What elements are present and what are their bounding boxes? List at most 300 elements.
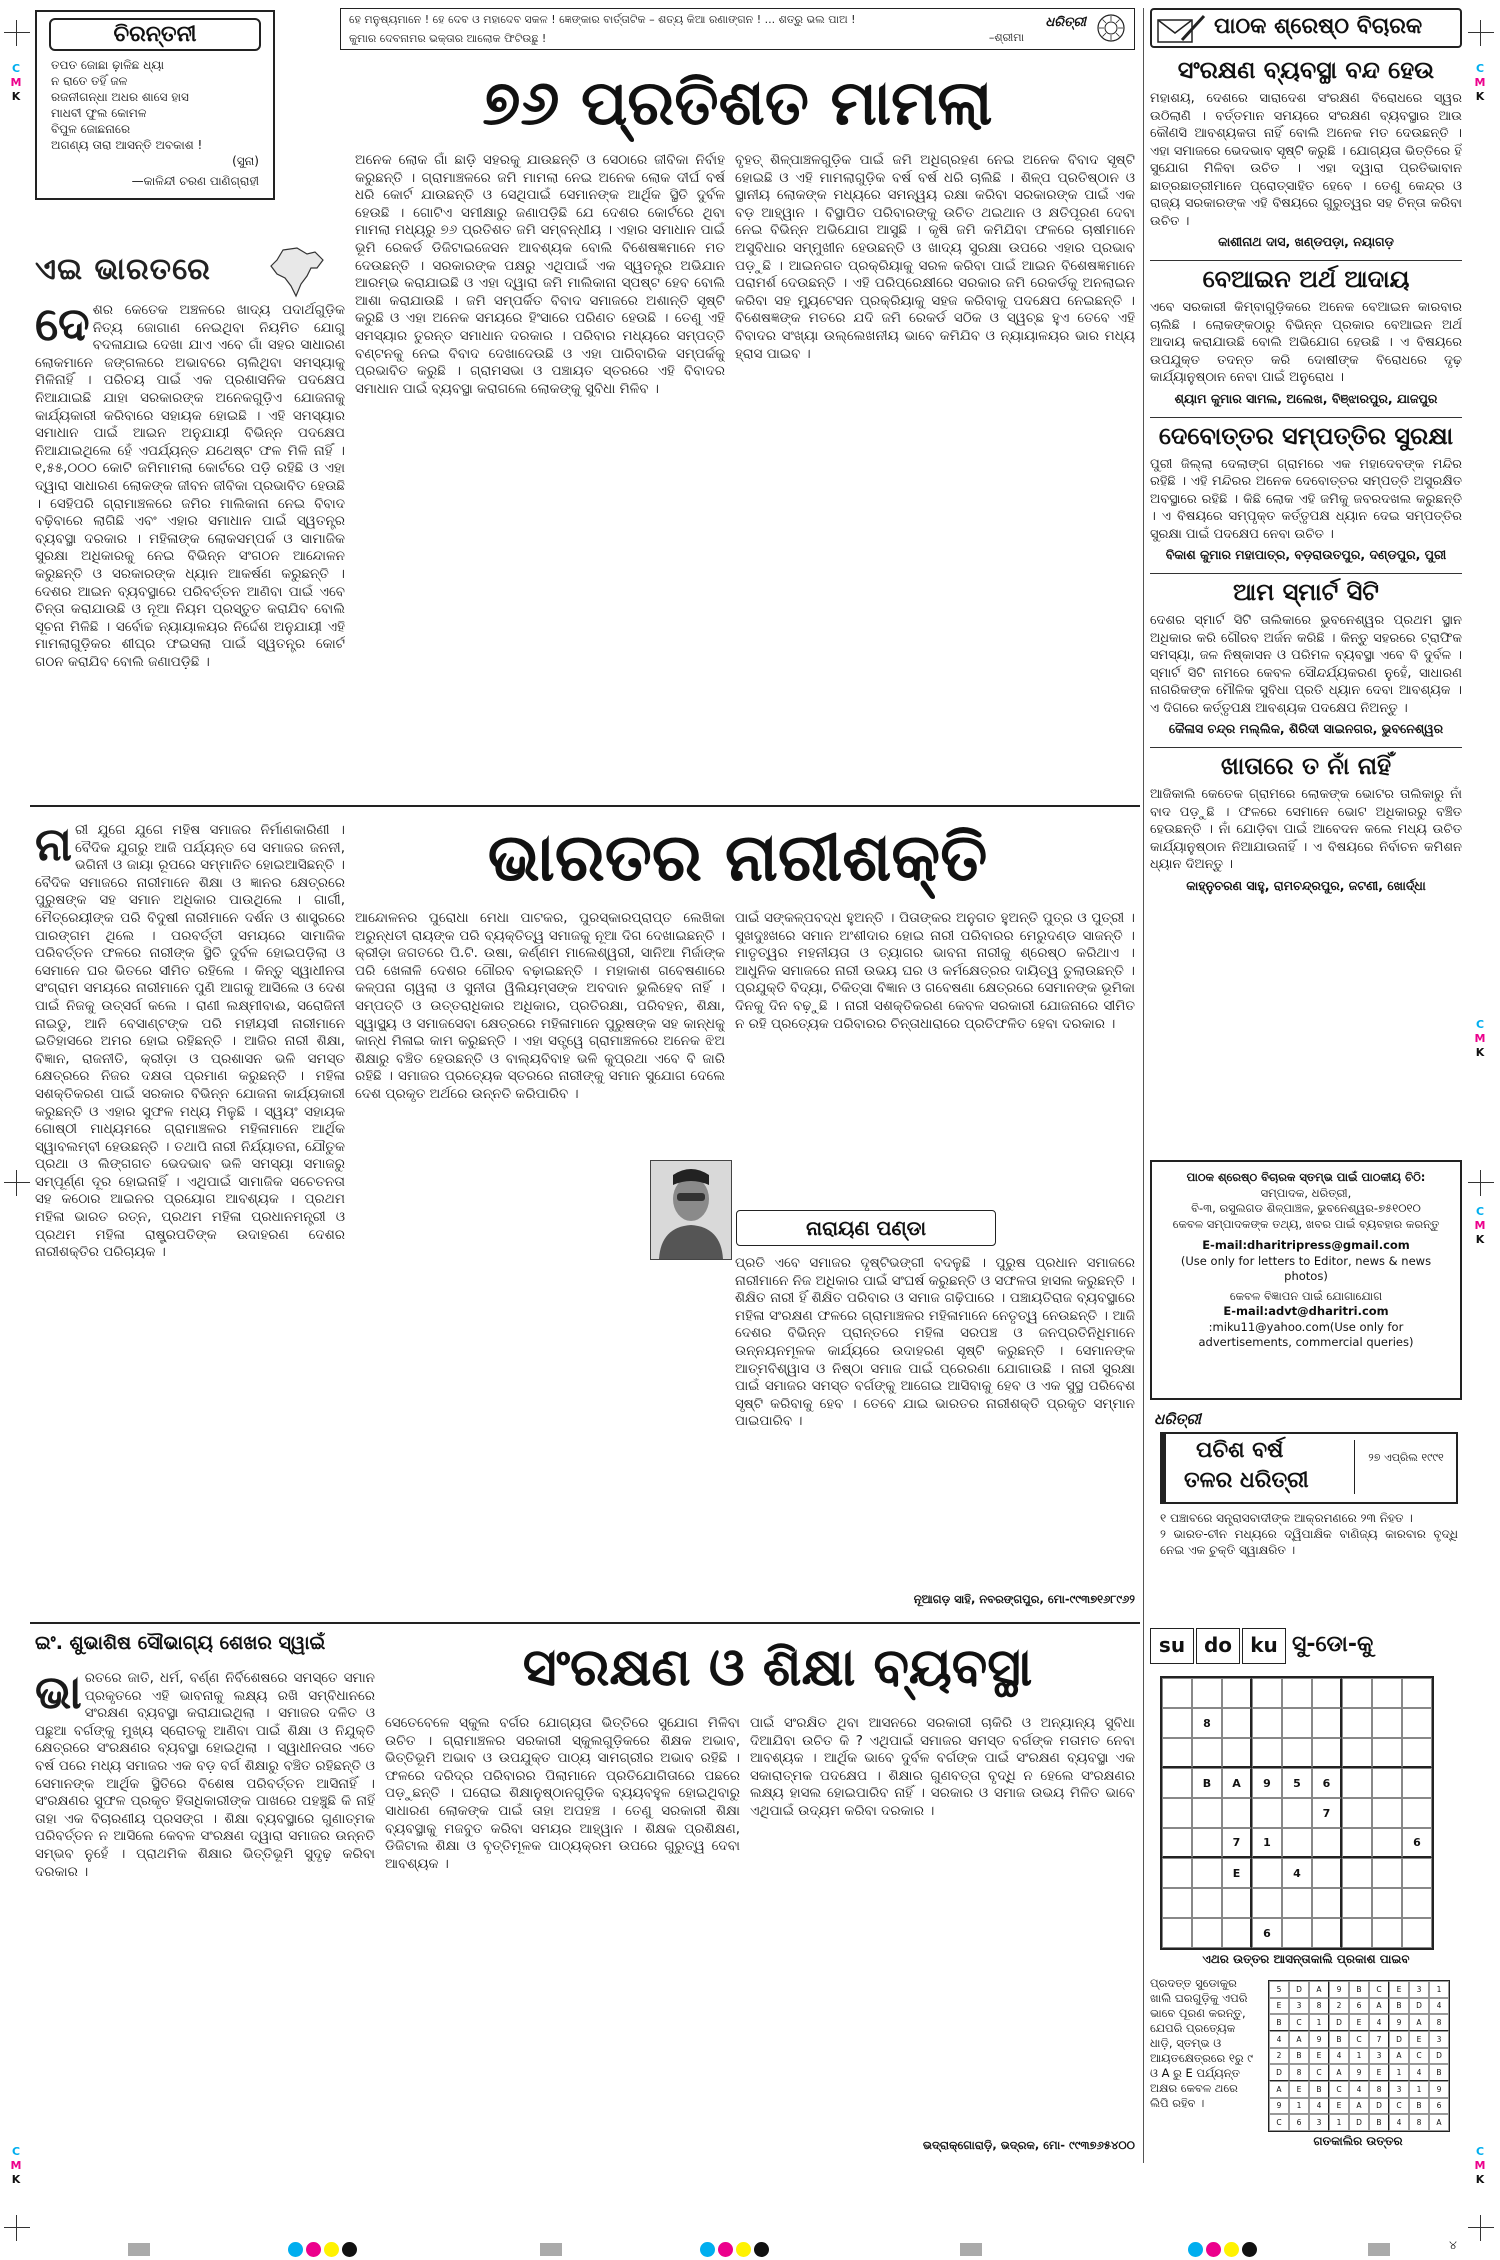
answer-cell: C bbox=[1269, 2114, 1289, 2131]
author-name-box bbox=[736, 1210, 996, 1246]
answer-cell: 7 bbox=[1369, 2031, 1389, 2048]
letter-signature: ଶ୍ୟାମ କୁମାର ସାମଲ, ଅଲେଖ, ବିଞ୍ଝାରପୁର, ଯାଜପୁର bbox=[1174, 390, 1438, 406]
drop-cap: ଦେ bbox=[35, 302, 90, 351]
article1-text: ଅନେକ ଲୋକ ଗାଁ ଛାଡ଼ି ସହରକୁ ଯାଉଛନ୍ତି ଓ ସେଠାରେ ଜୀବିକା ନିର୍ବାହ କରୁଛନ୍ତି । ଗ୍ରାମାଞ୍ଚଳରେ ଜମି ମାମଲା ନେଇ ଅନେକ ଲୋକ ଦୀର୍ଘ ବର୍ଷ ଧରି କୋର୍ଟ ଯାଉଛନ୍ତି ଓ ସେଥିପାଇଁ ସେମାନଙ୍କ ଆର୍ଥିକ ସ୍ଥିତି ଦୁର୍ବଳ ହେଉଛି । ଗୋଟିଏ ସମୀକ୍ଷାରୁ ଜଣାପଡ଼ିଛି ଯେ ଦେଶର କୋର୍ଟରେ ଥିବା ମାମଲା ମଧ୍ୟରୁ ୭୬ ପ୍ରତିଶତ ଜମି ସମ୍ବନ୍ଧୀୟ । ଏହାର ସମାଧାନ ପାଇଁ ଭୂମି ରେକର୍ଡ ଡିଜିଟାଇଜେସନ ଆବଶ୍ୟକ ବୋଲି ବିଶେଷଜ୍ଞମାନେ ମତ ଦେଉଛନ୍ତି । ସରକାରଙ୍କ ପକ୍ଷରୁ ଏଥିପାଇଁ ଏକ ସ୍ୱତନ୍ତ୍ର ଅଭିଯାନ ଆରମ୍ଭ କରାଯାଇଛି ଓ ଏହା ଦ୍ୱାରା ଜମି ମାଲିକାନା ସ୍ପଷ୍ଟ ହେବ ବୋଲି ଆଶା କରାଯାଉଛି । ଜମି ସମ୍ପର୍କିତ ବିବାଦ ସମାଜରେ ଅଶାନ୍ତି ସୃଷ୍ଟି କରୁଛି ଓ ଏହା ଅନେକ ସମୟରେ ହିଂସାରେ ପରିଣତ ହେଉଛି । ତେଣୁ ଏହି ସମସ୍ୟାର ତୁରନ୍ତ ସମାଧାନ ଦରକାର । ପରିବାର ମଧ୍ୟରେ ସମ୍ପତ୍ତି ବଣ୍ଟନକୁ ନେଇ ବିବାଦ ଦେଖାଦେଉଛି ଓ ଏହା ପାରିବାରିକ ସମ୍ପର୍କକୁ ପ୍ରଭାବିତ କରୁଛି । ଗ୍ରାମସଭା ଓ ପଞ୍ଚାୟତ ସ୍ତରରେ ଏହି ବିବାଦର ସମାଧାନ ପାଇଁ ବ୍ୟବସ୍ଥା କରାଗଲେ ଲୋକଙ୍କୁ ସୁବିଧା ମିଳିବ । bbox=[355, 152, 725, 397]
article2-text: ଆନ୍ଦୋଳନର ପୁରୋଧା ମେଧା ପାଟକର, ପୁରସ୍କାରପ୍ରାପ୍ତ ଲେଖିକା ଅରୁନ୍ଧତୀ ରାୟଙ୍କ ପରି ବ୍ୟକ୍ତିତ୍ୱ ସମାଜକୁ ନୂଆ ଦିଗ ଦେଖାଇଛନ୍ତି । କ୍ରୀଡ଼ା ଜଗତରେ ପି.ଟି. ଉଷା, କର୍ଣ୍ଣମ ମାଲେଶ୍ୱରୀ, ସାନିଆ ମିର୍ଜାଙ୍କ ପରି ଖେଳାଳି ଦେଶର ଗୌରବ ବଢ଼ାଇଛନ୍ତି । ମହାକାଶ ଗବେଷଣାରେ କଳ୍ପନା ଚାୱଲା ଓ ସୁନୀତା ୱିଲିୟମ୍ସଙ୍କ ଅବଦାନ ଭୁଲିହେବ ନାହିଁ । ସମ୍ପତ୍ତି ଓ ଉତ୍ତରାଧିକାର ଅଧିକାର, ପ୍ରତିରକ୍ଷା, ପରିବହନ, ଶିକ୍ଷା, ସ୍ୱାସ୍ଥ୍ୟ ଓ ସମାଜସେବା କ୍ଷେତ୍ରରେ ମହିଳାମାନେ ପୁରୁଷଙ୍କ ସହ କାନ୍ଧକୁ କାନ୍ଧ ମିଳାଇ କାମ କରୁଛନ୍ତି । ଏହା ସତ୍ତ୍ୱେ ଗ୍ରାମାଞ୍ଚଳରେ ଅନେକ ଝିଅ ଶିକ୍ଷାରୁ ବଞ୍ଚିତ ହେଉଛନ୍ତି ଓ ବାଲ୍ୟବିବାହ ଭଳି କୁପ୍ରଥା ଏବେ ବି ଜାରି ରହିଛି । ସମାଜର ପ୍ରତ୍ୟେକ ସ୍ତରରେ ନାରୀଙ୍କୁ ସମାନ ସୁଯୋଗ ଦେଲେ ଦେଶ ପ୍ରକୃତ ଅର୍ଥରେ ଉନ୍ନତି କରିପାରିବ । bbox=[355, 910, 725, 1102]
poem-line: ତପତ ଜୋଛା ଢ଼ାଳିଛ ଧ୍ୟା bbox=[51, 58, 164, 72]
sudoku-cell[interactable] bbox=[1162, 1768, 1192, 1798]
contact-address: ସମ୍ପାଦକ, ଧରିତ୍ରୀ, bbox=[1260, 1185, 1352, 1200]
article1-col3 bbox=[735, 152, 1135, 800]
history-date: ୨୭ ଏପ୍ରିଲ ୧୯୯୧ bbox=[1368, 1451, 1444, 1464]
sudoku-cell[interactable]: 8 bbox=[1192, 1708, 1222, 1738]
answer-cell: D bbox=[1369, 2098, 1389, 2115]
sudoku-previous-answer-grid bbox=[1268, 1980, 1450, 2132]
answer-cell: D bbox=[1329, 2014, 1349, 2031]
answer-cell: B bbox=[1269, 2014, 1289, 2031]
sudoku-cell[interactable] bbox=[1342, 1738, 1372, 1768]
answer-cell: 6 bbox=[1289, 2114, 1309, 2131]
poem-line: ବିପୁଳ ଜୋଛନାରେ bbox=[51, 122, 131, 136]
answer-cell: 3 bbox=[1409, 1981, 1429, 1998]
sudoku-cell[interactable] bbox=[1312, 1888, 1342, 1918]
answer-cell: 9 bbox=[1429, 2081, 1449, 2098]
sudoku-cell[interactable] bbox=[1402, 1738, 1432, 1768]
answer-cell: E bbox=[1409, 2031, 1429, 2048]
contact-email-link[interactable]: :miku11@yahoo.com(Use only for bbox=[1208, 1319, 1404, 1334]
sudoku-cell[interactable] bbox=[1342, 1888, 1372, 1918]
letter-title: ଆମ ସ୍ମାର୍ଟ ସିଟି bbox=[1233, 578, 1379, 606]
quote-line: କୁମାର ଦେବନାମର ଭକ୍ତାର ଆଲୋକ ଫିଟିଉଛୁ ! bbox=[349, 32, 547, 45]
answer-cell: 4 bbox=[1349, 2081, 1369, 2098]
answer-cell: B bbox=[1349, 1981, 1369, 1998]
article2-author: ନାରାୟଣ ପଣ୍ଡା bbox=[805, 1216, 927, 1240]
answer-cell: A bbox=[1389, 2048, 1409, 2065]
sidebar-header bbox=[1150, 8, 1462, 48]
article1-text: ଶର କେତେକ ଅଞ୍ଚଳରେ ଖାଦ୍ୟ ପଦାର୍ଥଗୁଡ଼ିକ ନିତ୍ୟ ଜୋଗାଣ ନେଇଥିବା ନିୟମିତ ଯୋଗୁ ବଦଳାଯାଇ ଦେଖା ଯାଏ ଏବେ ଗାଁ ସହର ସାଧାରଣ ଲୋକମାନେ ଜଙ୍ଗଲରେ ଅଭାବରେ ଚାଲିଥିବା ସମସ୍ୟାକୁ ମିଳିନାହିଁ । ପରିଚୟ ପାଇଁ ଏକ ପ୍ରଶାସନିକ ପଦକ୍ଷେପ ନିଆଯାଇଛି ଯାହା ସରକାରଙ୍କ ଅନେକଗୁଡ଼ିଏ ଯୋଜନାକୁ କାର୍ଯ୍ୟକାରୀ କରିବାରେ ସହାୟକ ହୋଇଛି । ଏହି ସମସ୍ୟାର ସମାଧାନ ପାଇଁ ଆଇନ ଅନୁଯାୟୀ ବିଭିନ୍ନ ପଦକ୍ଷେପ ନିଆଯାଇଥିଲେ ହେଁ ଏପର୍ଯ୍ୟନ୍ତ ଯଥେଷ୍ଟ ଫଳ ମିଳି ନାହିଁ । ୧,୫୫,୦୦୦ କୋଟି ଜମିମାମଲା କୋର୍ଟରେ ପଡ଼ି ରହିଛି ଓ ଏହା ଦ୍ୱାରା ସାଧାରଣ ଲୋକଙ୍କ ଜୀବନ ଜୀବିକା ପ୍ରଭାବିତ ହେଉଛି । ସେହିପରି ଗ୍ରାମାଞ୍ଚଳରେ ଜମିର ମାଲିକାନା ନେଇ ବିବାଦ ବଢ଼ିବାରେ ଲାଗିଛି ଏବଂ ଏହାର ସମାଧାନ ପାଇଁ ସ୍ୱତନ୍ତ୍ର ବ୍ୟବସ୍ଥା ଦରକାର । ମହିଳାଙ୍କ ଲୋକସମ୍ପର୍କ ଓ ସାମାଜିକ ସୁରକ୍ଷା ଅଧିକାରକୁ ନେଇ ବିଭିନ୍ନ ସଂଗଠନ ଆନ୍ଦୋଳନ କରୁଛନ୍ତି ଓ ସରକାରଙ୍କ ଧ୍ୟାନ ଆକର୍ଷଣ କରୁଛନ୍ତି । ଦେଶର ଆଇନ ବ୍ୟବସ୍ଥାରେ ପରିବର୍ତ୍ତନ ଆଣିବା ପାଇଁ ଏବେ ଚିନ୍ତା କରାଯାଉଛି ଓ ନୂଆ ନିୟମ ପ୍ରସ୍ତୁତ କରାଯିବ ବୋଲି ସୂଚନା ମିଳିଛି । ସର୍ବୋଚ୍ଚ ନ୍ୟାୟାଳୟର ନିର୍ଦ୍ଦେଶ ଅନୁଯାୟୀ ଏହି ମାମଲାଗୁଡ଼ିକର ଶୀଘ୍ର ଫଇସଲା ପାଇଁ ସ୍ୱତନ୍ତ୍ର କୋର୍ଟ ଗଠନ କରାଯିବ ବୋଲି ଜଣାପଡ଼ିଛି । bbox=[35, 302, 345, 670]
cmyk-mark-right-lower: C M K bbox=[1474, 1205, 1486, 1246]
answer-cell: A bbox=[1409, 2014, 1429, 2031]
quote-author: –ଶ୍ରୀମା bbox=[988, 31, 1024, 44]
answer-cell: 5 bbox=[1269, 1981, 1289, 1998]
letter-title: ଖାତାରେ ତ ନାଁ ନାହିଁ bbox=[1220, 752, 1392, 780]
cyan-dot bbox=[1188, 2242, 1203, 2257]
answer-cell: E bbox=[1329, 2098, 1349, 2115]
sudoku-cell[interactable] bbox=[1372, 1708, 1402, 1738]
poem-line: ରଜନୀଗନ୍ଧା ଅଧର ଶାସେ ହାସ bbox=[51, 90, 189, 104]
history-item: ୧ ପଞ୍ଚାବରେ ସନ୍ତ୍ରାସବାଦୀଙ୍କ ଆକ୍ରମଣରେ ୨୩ ନିହତ । bbox=[1160, 1511, 1413, 1525]
sudoku-cell[interactable] bbox=[1282, 1798, 1312, 1828]
sudoku-cell[interactable] bbox=[1312, 1828, 1342, 1858]
answer-cell: C bbox=[1389, 2098, 1409, 2115]
sudoku-previous-answer-label bbox=[1268, 2134, 1448, 2152]
sudoku-cell[interactable]: 7 bbox=[1222, 1828, 1252, 1858]
answer-cell: E bbox=[1289, 2081, 1309, 2098]
divider bbox=[30, 1622, 1140, 1624]
sudoku-cell[interactable] bbox=[1342, 1918, 1372, 1948]
headline-76-percent: ୭୬ ପ୍ରତିଶତ ମାମଲା bbox=[482, 66, 993, 139]
black-dot bbox=[754, 2242, 769, 2257]
article2-byline bbox=[735, 1592, 1135, 1612]
sudoku-cell[interactable] bbox=[1222, 1708, 1252, 1738]
sudoku-cell[interactable] bbox=[1282, 1678, 1312, 1708]
answer-cell: A bbox=[1349, 2098, 1369, 2115]
page-number bbox=[1440, 2238, 1466, 2256]
sidebar-separator bbox=[1143, 8, 1144, 2163]
letter-signature: ବିକାଶ କୁମାର ମହାପାତ୍ର, ବଡ଼ରାଉତପୁର, ଦଣ୍ଡପୁର, ପୁରୀ bbox=[1165, 547, 1447, 562]
sudoku-cell[interactable] bbox=[1162, 1708, 1192, 1738]
article3-byline bbox=[750, 2138, 1135, 2158]
sun-emblem-icon bbox=[1096, 13, 1126, 43]
answer-cell: 1 bbox=[1429, 1981, 1449, 1998]
history-logo: ଧରିତ୍ରୀ bbox=[1154, 1410, 1201, 1428]
answer-cell: E bbox=[1309, 2048, 1329, 2065]
answer-cell: B bbox=[1409, 2098, 1429, 2115]
sudoku-cell[interactable] bbox=[1192, 1738, 1222, 1768]
sudoku-cell[interactable] bbox=[1162, 1888, 1192, 1918]
quote-line: ହେ ମନୁଷ୍ୟମାନେ ! ହେ ଦେବ ଓ ମହାଦେବ ସକଳ ! ଜ୍ଞେଙ୍କାର ବାର୍ତ୍ତାଟିକ – ଶତ୍ୟ କିଆ ରଣାଙ୍ଗନ ! ... ଶତ୍ରୁ ଭଲ ପାଅ ! bbox=[349, 13, 856, 26]
letter-body: ପୁରୀ ଜିଲ୍ଲା ଦେଲାଙ୍ଗ ଗ୍ରାମରେ ଏକ ମହାଦେବଙ୍କ ମନ୍ଦିର ରହିଛି । ଏହି ମନ୍ଦିରର ଅନେକ ଦେବୋତ୍ତର ସମ୍ପତ୍ତି ଅସୁରକ୍ଷିତ ଅବସ୍ଥାରେ ରହିଛି । କିଛି ଲୋକ ଏହି ଜମିକୁ ଜବରଦଖଲ କରୁଛନ୍ତି । ଏ ବିଷୟରେ ସମ୍ପୃକ୍ତ କର୍ତ୍ତୃପକ୍ଷ ଧ୍ୟାନ ଦେଇ ସମ୍ପତ୍ତିର ସୁରକ୍ଷା ପାଇଁ ପଦକ୍ଷେପ ନେବା ଉଚିତ । bbox=[1150, 456, 1462, 542]
answer-cell: B bbox=[1309, 2081, 1329, 2098]
letter-5 bbox=[1150, 752, 1462, 894]
letter-1 bbox=[1150, 56, 1462, 250]
sudoku-cell[interactable]: 6 bbox=[1402, 1828, 1432, 1858]
cyan-dot bbox=[288, 2242, 303, 2257]
history-title: ତଳର ଧରିତ୍ରୀ bbox=[1184, 1468, 1309, 1493]
letter-2 bbox=[1150, 265, 1462, 407]
cyan-dot bbox=[700, 2242, 715, 2257]
poem-line: (ସୁନା) bbox=[232, 154, 259, 168]
letter-body: ମହାଶୟ, ଦେଶରେ ସାରାଦେଶ ସଂରକ୍ଷଣ ବିରୋଧରେ ସ୍ୱର ଉଠିଲାଣି । ବର୍ତ୍ତମାନ ସମୟରେ ସଂରକ୍ଷଣ ବ୍ୟବସ୍ଥାର ଆଉ କୌଣସି ଆବଶ୍ୟକତା ନାହିଁ ବୋଲି ଅନେକ ମତ ଦେଉଛନ୍ତି । ଏହା ସମାଜରେ ଭେଦଭାବ ସୃଷ୍ଟି କରୁଛି । ଯୋଗ୍ୟତା ଭିତ୍ତିରେ ହିଁ ସୁଯୋଗ ମିଳିବା ଉଚିତ । ଏହା ଦ୍ୱାରା ପ୍ରତିଭାବାନ ଛାତ୍ରଛାତ୍ରୀମାନେ ପ୍ରୋତ୍ସାହିତ ହେବେ । ତେଣୁ କେନ୍ଦ୍ର ଓ ରାଜ୍ୟ ସରକାରଙ୍କ ଏହି ବିଷୟରେ ଗୁରୁତ୍ୱର ସହ ଚିନ୍ତା କରିବା ଉଚିତ । bbox=[1150, 91, 1462, 229]
answer-cell: A bbox=[1289, 2031, 1309, 2048]
sudoku-title-part: ku bbox=[1242, 1628, 1286, 1664]
sudoku-cell[interactable] bbox=[1192, 1678, 1222, 1708]
magenta-dot bbox=[718, 2242, 733, 2257]
article3-text: ସେତେବେଳେ ସ୍କୁଲ ବର୍ଗର ଯୋଗ୍ୟତା ଭିତ୍ତିରେ ସୁଯୋଗ ମିଳିବା ଉଚିତ । ଗ୍ରାମାଞ୍ଚଳର ସରକାରୀ ସ୍କୁଲଗୁଡ଼ିକରେ ଶିକ୍ଷକ ଅଭାବ, ଭିତ୍ତିଭୂମି ଅଭାବ ଓ ଉପଯୁକ୍ତ ପାଠ୍ୟ ସାମଗ୍ରୀର ଅଭାବ ରହିଛି । ଫଳରେ ଦରିଦ୍ର ପରିବାରର ପିଲାମାନେ ପ୍ରତିଯୋଗିତାରେ ପଛରେ ପଡ଼ୁଛନ୍ତି । ଘରୋଇ ଶିକ୍ଷାନୁଷ୍ଠାନଗୁଡ଼ିକ ବ୍ୟୟବହୁଳ ହୋଇଥିବାରୁ ସାଧାରଣ ଲୋକଙ୍କ ପାଇଁ ତାହା ଅପହଞ୍ଚ । ତେଣୁ ସରକାରୀ ଶିକ୍ଷା ବ୍ୟବସ୍ଥାକୁ ମଜବୁତ କରିବା ସମୟର ଆହ୍ୱାନ । ଶିକ୍ଷକ ପ୍ରଶିକ୍ଷଣ, ଡିଜିଟାଲ ଶିକ୍ଷା ଓ ବୃତ୍ତିମୂଳକ ପାଠ୍ୟକ୍ରମ ଉପରେ ଗୁରୁତ୍ୱ ଦେବା ଆବଶ୍ୟକ । bbox=[385, 1715, 740, 1872]
sudoku-cell[interactable] bbox=[1252, 1708, 1282, 1738]
india-section-title: ଏଇ ଭାରତରେ bbox=[35, 252, 211, 287]
sudoku-cell[interactable] bbox=[1252, 1798, 1282, 1828]
sudoku-cell[interactable] bbox=[1372, 1918, 1402, 1948]
sudoku-cell[interactable] bbox=[1402, 1678, 1432, 1708]
poem-author: —କାଳିନ୍ଦୀ ଚରଣ ପାଣିଗ୍ରାହୀ bbox=[131, 174, 259, 188]
sudoku-cell[interactable] bbox=[1192, 1918, 1222, 1948]
answer-cell: A bbox=[1329, 2064, 1349, 2081]
history-title: ପଚିଶ ବର୍ଷ bbox=[1196, 1438, 1284, 1463]
sudoku-cell[interactable]: 9 bbox=[1252, 1768, 1282, 1798]
answer-cell: D bbox=[1389, 2031, 1409, 2048]
sudoku-cell[interactable] bbox=[1372, 1858, 1402, 1888]
sudoku-cell[interactable] bbox=[1402, 1798, 1432, 1828]
poem-line: ଅଗଣ୍ୟ ତାରା ଆସନ୍ତି ଅବକାଶ ! bbox=[51, 138, 203, 152]
sudoku-cell[interactable] bbox=[1282, 1708, 1312, 1738]
answer-cell: E bbox=[1349, 2014, 1369, 2031]
answer-cell: 3 bbox=[1369, 2048, 1389, 2065]
byline-text: ଭଦ୍ରାକ୍‌ଗୋରାଡ଼ି, ଭଦ୍ରକ, ମୋ- ୯୯୩୭୬୫୪୦୦ bbox=[922, 2138, 1135, 2152]
letter-title: ସଂରକ୍ଷଣ ବ୍ୟବସ୍ଥା ବନ୍ଦ ହେଉ bbox=[1177, 56, 1435, 84]
contact-email-link[interactable]: E-mail:advt@dharitri.com bbox=[1223, 1304, 1389, 1318]
letter-body: ଆଜିକାଲି କେତେକ ଗ୍ରାମରେ ଲୋକଙ୍କ ଭୋଟର ତାଲିକାରୁ ନାଁ ବାଦ ପଡ଼ୁଛି । ଫଳରେ ସେମାନେ ଭୋଟ ଅଧିକାରରୁ ବଞ୍ଚିତ ହେଉଛନ୍ତି । ନାଁ ଯୋଡ଼ିବା ପାଇଁ ଆବେଦନ କଲେ ମଧ୍ୟ ଉଚିତ କାର୍ଯ୍ୟାନୁଷ୍ଠାନ ନିଆଯାଉନାହିଁ । ଏ ବିଷୟରେ ନିର୍ବାଚନ କମିଶନ ଧ୍ୟାନ ଦିଅନ୍ତୁ । bbox=[1150, 787, 1462, 872]
answer-cell: 1 bbox=[1409, 2081, 1429, 2098]
article2-col2 bbox=[355, 910, 725, 1615]
poem-title: ଚିରନ୍ତନୀ bbox=[49, 18, 261, 51]
answer-cell: B bbox=[1429, 2064, 1449, 2081]
answer-cell: 6 bbox=[1349, 1998, 1369, 2015]
sudoku-title bbox=[1150, 1628, 1462, 1666]
sudoku-cell[interactable]: 1 bbox=[1252, 1828, 1282, 1858]
poem-box bbox=[35, 10, 275, 200]
answer-cell: 3 bbox=[1289, 1998, 1309, 2015]
quote-box bbox=[340, 8, 1135, 50]
sudoku-cell[interactable]: 4 bbox=[1282, 1858, 1312, 1888]
sudoku-cell[interactable] bbox=[1282, 1738, 1312, 1768]
cmyk-mark-right-bottom: C M K bbox=[1474, 2145, 1486, 2186]
divider bbox=[1150, 260, 1462, 261]
sudoku-cell[interactable] bbox=[1252, 1678, 1282, 1708]
answer-cell: 4 bbox=[1329, 2048, 1349, 2065]
article2-bottom bbox=[735, 1255, 1135, 1585]
answer-cell: D bbox=[1429, 2048, 1449, 2065]
quote-logo: ଧରିତ୍ରୀ bbox=[1045, 15, 1086, 30]
page-number-text: ୪ bbox=[1449, 2238, 1457, 2252]
magenta-dot bbox=[306, 2242, 321, 2257]
sudoku-cell[interactable]: A bbox=[1222, 1768, 1252, 1798]
divider bbox=[1150, 747, 1462, 748]
sudoku-cell[interactable] bbox=[1222, 1918, 1252, 1948]
sudoku-cell[interactable] bbox=[1342, 1708, 1372, 1738]
article3-col3 bbox=[750, 1715, 1135, 2135]
contact-email-link[interactable]: E-mail:dharitripress@gmail.com bbox=[1202, 1238, 1410, 1252]
article3-text: ରତରେ ଜାତି, ଧର୍ମ, ବର୍ଣ୍ଣ ନିର୍ବିଶେଷରେ ସମସ୍ତେ ସମାନ ପ୍ରକୃତରେ ଏହି ଭାବନାକୁ ଲକ୍ଷ୍ୟ ରଖି ସମ୍ବିଧାନରେ ସଂରକ୍ଷଣ ବ୍ୟବସ୍ଥା କରାଯାଇଥିଲା । ସମାଜର ଦଳିତ ଓ ପଛୁଆ ବର୍ଗଙ୍କୁ ମୁଖ୍ୟ ସ୍ରୋତକୁ ଆଣିବା ପାଇଁ ଶିକ୍ଷା ଓ ନିଯୁକ୍ତି କ୍ଷେତ୍ରରେ ସଂରକ୍ଷଣର ବ୍ୟବସ୍ଥା ହୋଇଥିଲା । ସ୍ୱାଧୀନତାର ଏତେ ବର୍ଷ ପରେ ମଧ୍ୟ ସମାଜର ଏକ ବଡ଼ ବର୍ଗ ଶିକ୍ଷାରୁ ବଞ୍ଚିତ ରହିଛନ୍ତି ଓ ସେମାନଙ୍କ ଆର୍ଥିକ ସ୍ଥିତିରେ ବିଶେଷ ପରିବର୍ତ୍ତନ ଆସିନାହିଁ । ସଂରକ୍ଷଣର ସୁଫଳ ପ୍ରକୃତ ହିତାଧିକାରୀଙ୍କ ପାଖରେ ପହଞ୍ଚୁଛି କି ନାହିଁ ତାହା ଏକ ବିଚାରଣୀୟ ପ୍ରସଙ୍ଗ । ଶିକ୍ଷା ବ୍ୟବସ୍ଥାରେ ଗୁଣାତ୍ମକ ପରିବର୍ତ୍ତନ ନ ଆସିଲେ କେବଳ ସଂରକ୍ଷଣ ଦ୍ୱାରା ସମାଜର ଉନ୍ନତି ସମ୍ଭବ ନୁହେଁ । ପ୍ରାଥମିକ ଶିକ୍ଷାର ଭିତ୍ତିଭୂମି ସୁଦୃଢ଼ କରିବା ଦରକାର । bbox=[35, 1670, 375, 1880]
answer-cell: D bbox=[1269, 2064, 1289, 2081]
contact-address: କେବଳ ସମ୍ପାଦକଙ୍କ ତଥ୍ୟ, ଖବର ପାଇଁ ବ୍ୟବହାର କରନ୍ତୁ bbox=[1172, 1216, 1440, 1231]
answer-cell: 4 bbox=[1309, 2098, 1329, 2115]
article1-text: ବୃହତ୍ ଶିଳ୍ପାଞ୍ଚଳଗୁଡ଼ିକ ପାଇଁ ଜମି ଅଧିଗ୍ରହଣ ନେଇ ଅନେକ ବିବାଦ ସୃଷ୍ଟି ହୋଇଛି ଓ ଏହି ମାମଲାଗୁଡ଼ିକ ବର୍ଷ ବର୍ଷ ଧରି ଚାଲିଛି । ଶିଳ୍ପ ପ୍ରତିଷ୍ଠାନ ଓ ସ୍ଥାନୀୟ ଲୋକଙ୍କ ମଧ୍ୟରେ ସମନ୍ୱୟ ରକ୍ଷା କରିବା ସରକାରଙ୍କ ପାଇଁ ଏକ ବଡ଼ ଆହ୍ୱାନ । ବିସ୍ଥାପିତ ପରିବାରଙ୍କୁ ଉଚିତ ଥଇଥାନ ଓ କ୍ଷତିପୂରଣ ଦେବା ନେଇ ବିଭିନ୍ନ ଅଭିଯୋଗ ଆସୁଛି । କୃଷି ଜମି କମିଯିବା ଫଳରେ ଚାଷୀମାନେ ଅସୁବିଧାର ସମ୍ମୁଖୀନ ହେଉଛନ୍ତି ଓ ଖାଦ୍ୟ ସୁରକ୍ଷା ଉପରେ ଏହାର ପ୍ରଭାବ ପଡ଼ୁଛି । ଆଇନଗତ ପ୍ରକ୍ରିୟାକୁ ସରଳ କରିବା ପାଇଁ ଆଇନ ବିଶେଷଜ୍ଞମାନେ ପରାମର୍ଶ ଦେଉଛନ୍ତି । ଏହି ପରିପ୍ରେକ୍ଷୀରେ ସରକାର ଜମି ରେକର୍ଡକୁ ଅନଲାଇନ କରିବା ସହ ମ୍ୟୁଟେସନ ପ୍ରକ୍ରିୟାକୁ ସହଜ କରିବାକୁ ପଦକ୍ଷେପ ନେଇଛନ୍ତି । ବିଶେଷଜ୍ଞଙ୍କ ମତରେ ଯଦି ଜମି ରେକର୍ଡ ସଠିକ ଓ ସ୍ୱଚ୍ଛ ହୁଏ ତେବେ ଏହି ବିବାଦର ସଂଖ୍ୟା ଉଲ୍ଲେଖନୀୟ ଭାବେ କମିଯିବ ଓ ନ୍ୟାୟାଳୟର ଭାର ମଧ୍ୟ ହ୍ରାସ ପାଇବ । bbox=[735, 152, 1135, 362]
answer-cell: 9 bbox=[1349, 2064, 1369, 2081]
answer-cell: 6 bbox=[1429, 2098, 1449, 2115]
sudoku-cell[interactable] bbox=[1282, 1888, 1312, 1918]
contact-email-note: (Use only for letters to Editor, news & news photos) bbox=[1180, 1253, 1432, 1283]
answer-cell: A bbox=[1429, 2114, 1449, 2131]
sudoku-cell[interactable]: 6 bbox=[1312, 1768, 1342, 1798]
sudoku-cell[interactable] bbox=[1162, 1798, 1192, 1828]
contact-intro: ପାଠକ ଶ୍ରେଷ୍ଠ ବିଚାରକ ସ୍ତମ୍ଭ ପାଇଁ ପାଠକୀୟ ଚିଠି: bbox=[1186, 1170, 1426, 1184]
sudoku-cell[interactable] bbox=[1252, 1738, 1282, 1768]
answer-cell: E bbox=[1389, 1981, 1409, 1998]
letter-signature: କୈଳାସ ଚନ୍ଦ୍ର ମଲ୍ଲିକ, ଶିରିଦୀ ସାଇନଗର, ଭୁବନେଶ୍ୱର bbox=[1168, 721, 1444, 736]
person-portrait-icon bbox=[651, 1161, 731, 1259]
sidebar-title: ପାଠକ ଶ୍ରେଷ୍ଠ ବିଚାରକ bbox=[1214, 14, 1423, 39]
answer-cell: 9 bbox=[1269, 2098, 1289, 2115]
sudoku-cell[interactable] bbox=[1192, 1888, 1222, 1918]
article1-col2 bbox=[355, 152, 725, 800]
headline-women-power: ଭାରତର ନାରୀଶକ୍ତି bbox=[487, 819, 988, 896]
article2-text: ପାଇଁ ସଙ୍କଳ୍ପବଦ୍ଧ ହୁଅନ୍ତି । ପିତାଙ୍କର ଅନୁଗତ ହୁଅନ୍ତି ପୁତ୍ର ଓ ପୁତ୍ରୀ । ସୁଖଦୁଃଖରେ ସମାନ ଅଂଶୀଦାର ହୋଇ ନାରୀ ପରିବାରର ମେରୁଦଣ୍ଡ ସାଜନ୍ତି । ମାତୃତ୍ୱର ମହନୀୟତା ଓ ତ୍ୟାଗର ଭାବନା ନାରୀକୁ ଶ୍ରେଷ୍ଠ କରିଥାଏ । ଆଧୁନିକ ସମାଜରେ ନାରୀ ଉଭୟ ଘର ଓ କର୍ମକ୍ଷେତ୍ରର ଦାୟିତ୍ୱ ତୁଲାଉଛନ୍ତି । ପ୍ରଯୁକ୍ତି ବିଦ୍ୟା, ଚିକିତ୍ସା ବିଜ୍ଞାନ ଓ ଗବେଷଣା କ୍ଷେତ୍ରରେ ସେମାନଙ୍କ ଭୂମିକା ଦିନକୁ ଦିନ ବଢ଼ୁଛି । ନାରୀ ସଶକ୍ତିକରଣ କେବଳ ସରକାରୀ ଯୋଜନାରେ ସୀମିତ ନ ରହି ପ୍ରତ୍ୟେକ ପରିବାରର ଚିନ୍ତାଧାରାରେ ପ୍ରତିଫଳିତ ହେବା ଦରକାର । bbox=[735, 910, 1135, 1032]
sudoku-cell[interactable] bbox=[1222, 1888, 1252, 1918]
cmyk-mark-right-mid: C M K bbox=[1474, 1018, 1486, 1059]
byline-text: ନୂଆଗଡ଼ ସାହି, ନବରଙ୍ଗପୁର, ମୋ-୯୯୩୭୧୬୮୯୬୨ bbox=[913, 1592, 1135, 1606]
letter-signature: କାଶୀନାଥ ଦାସ, ଖଣ୍ଡପଡ଼ା, ନୟାଗଡ଼ bbox=[1218, 234, 1394, 249]
cmyk-mark-right-top: C M K bbox=[1474, 62, 1486, 103]
answer-note: ଏଥର ଉତ୍ତର ଆସନ୍ତାକାଲି ପ୍ରକାଶ ପାଇବ bbox=[1202, 1952, 1410, 1966]
sudoku-cell[interactable]: B bbox=[1192, 1768, 1222, 1798]
sudoku-cell[interactable]: 6 bbox=[1252, 1918, 1282, 1948]
answer-cell: 8 bbox=[1289, 2064, 1309, 2081]
answer-cell: 2 bbox=[1269, 2048, 1289, 2065]
answer-cell: 2 bbox=[1329, 1998, 1349, 2015]
answer-cell: A bbox=[1269, 2081, 1289, 2098]
history-items bbox=[1160, 1510, 1458, 1558]
answer-cell: E bbox=[1269, 1998, 1289, 2015]
answer-cell: A bbox=[1309, 1981, 1329, 1998]
answer-cell: 4 bbox=[1409, 2064, 1429, 2081]
answer-cell: 1 bbox=[1309, 2014, 1329, 2031]
print-gray-block bbox=[1368, 2243, 1390, 2256]
sudoku-cell[interactable] bbox=[1162, 1858, 1192, 1888]
answer-cell: 4 bbox=[1429, 1998, 1449, 2015]
history-item: ୨ ଭାରତ-ଚୀନ ମଧ୍ୟରେ ଦ୍ୱିପାକ୍ଷିକ ବାଣିଜ୍ୟ କାରବାର ବୃଦ୍ଧି ନେଇ ଏକ ଚୁକ୍ତି ସ୍ୱାକ୍ଷରିତ । bbox=[1160, 1527, 1458, 1557]
sudoku-cell[interactable] bbox=[1192, 1858, 1222, 1888]
registration-cross-right-bottom bbox=[1468, 2215, 1494, 2241]
answer-cell: C bbox=[1409, 2048, 1429, 2065]
answer-cell: C bbox=[1329, 2081, 1349, 2098]
answer-cell: 1 bbox=[1389, 2064, 1409, 2081]
registration-cross-left-bottom bbox=[4, 2215, 30, 2241]
answer-cell: 1 bbox=[1329, 2114, 1349, 2131]
divider bbox=[1150, 417, 1462, 418]
answer-cell: 8 bbox=[1309, 1998, 1329, 2015]
divider bbox=[30, 805, 1140, 807]
sudoku-cell[interactable]: 7 bbox=[1312, 1798, 1342, 1828]
sudoku-cell[interactable] bbox=[1312, 1858, 1342, 1888]
history-title-box bbox=[1160, 1432, 1458, 1504]
sudoku-cell[interactable] bbox=[1342, 1858, 1372, 1888]
sudoku-cell[interactable] bbox=[1342, 1678, 1372, 1708]
sudoku-cell[interactable] bbox=[1402, 1858, 1432, 1888]
sudoku-cell[interactable] bbox=[1402, 1768, 1432, 1798]
article3-text: ପାଇଁ ସଂରକ୍ଷିତ ଥିବା ଆସନରେ ସରକାରୀ ଚାକିରି ଓ ଅନ୍ୟାନ୍ୟ ସୁବିଧା ଦିଆଯିବା ଉଚିତ କି ? ଏଥିପାଇଁ ସମାଜର ସମସ୍ତ ବର୍ଗଙ୍କ ମତାମତ ନେବା ଆବଶ୍ୟକ । ଆର୍ଥିକ ଭାବେ ଦୁର୍ବଳ ବର୍ଗଙ୍କ ପାଇଁ ସଂରକ୍ଷଣ ବ୍ୟବସ୍ଥା ଏକ ସକାରାତ୍ମକ ପଦକ୍ଷେପ । ଶିକ୍ଷାର ଗୁଣବତ୍ତା ବୃଦ୍ଧି ନ ହେଲେ ସଂରକ୍ଷଣର ଲକ୍ଷ୍ୟ ହାସଲ ହୋଇପାରିବ ନାହିଁ । ସରକାର ଓ ସମାଜ ଉଭୟ ମିଳିତ ଭାବେ ଏଥିପାଇଁ ଉଦ୍ୟମ କରିବା ଦରକାର । bbox=[750, 1715, 1135, 1819]
article3-col2 bbox=[385, 1715, 740, 2160]
envelope-pen-icon bbox=[1156, 14, 1206, 44]
sudoku-cell[interactable] bbox=[1162, 1678, 1192, 1708]
sudoku-grid[interactable] bbox=[1160, 1676, 1434, 1950]
sudoku-cell[interactable] bbox=[1402, 1918, 1432, 1948]
magenta-dot bbox=[1206, 2242, 1221, 2257]
poem-lines bbox=[37, 57, 273, 189]
sudoku-title-part: do bbox=[1196, 1628, 1240, 1664]
answer-cell: 9 bbox=[1389, 2014, 1409, 2031]
sudoku-cell[interactable] bbox=[1282, 1828, 1312, 1858]
answer-cell: C bbox=[1349, 2031, 1369, 2048]
sudoku-cell[interactable] bbox=[1192, 1798, 1222, 1828]
sudoku-cell[interactable] bbox=[1162, 1828, 1192, 1858]
answer-cell: E bbox=[1369, 2064, 1389, 2081]
answer-cell: 4 bbox=[1389, 2114, 1409, 2131]
sudoku-answer-note bbox=[1150, 1952, 1462, 1970]
poem-line: ମାଧବୀ ଫୁଲ କୋମଳ bbox=[51, 106, 147, 120]
letter-body: ଦେଶର ସ୍ମାର୍ଟ ସିଟି ତାଲିକାରେ ଭୁବନେଶ୍ୱର ପ୍ରଥମ ସ୍ଥାନ ଅଧିକାର କରି ଗୌରବ ଅର୍ଜନ କରିଛି । କିନ୍ତୁ ସହରରେ ଟ୍ରାଫିକ ସମସ୍ୟା, ଜଳ ନିଷ୍କାସନ ଓ ପରିମଳ ବ୍ୟବସ୍ଥା ଏବେ ବି ଦୁର୍ବଳ । ସ୍ମାର୍ଟ ସିଟି ନାମରେ କେବଳ ସୌନ୍ଦର୍ଯ୍ୟକରଣ ନୁହେଁ, ସାଧାରଣ ନାଗରିକଙ୍କ ମୌଳିକ ସୁବିଧା ପ୍ରତି ଧ୍ୟାନ ଦେବା ଆବଶ୍ୟକ । ଏ ଦିଗରେ କର୍ତ୍ତୃପକ୍ଷ ଆବଶ୍ୟକ ପଦକ୍ଷେପ ନିଅନ୍ତୁ । bbox=[1150, 613, 1462, 716]
letter-4 bbox=[1150, 578, 1462, 737]
author-name: ଇଂ. ଶୁଭାଶିଷ ସୌଭାଗ୍ୟ ଶେଖର ସ୍ୱାଇଁ bbox=[35, 1632, 326, 1654]
sudoku-cell[interactable] bbox=[1372, 1678, 1402, 1708]
article1-col1 bbox=[35, 302, 345, 800]
sudoku-title-part: su bbox=[1150, 1628, 1194, 1664]
black-dot bbox=[342, 2242, 357, 2257]
letter-title: ବେଆଇନ ଅର୍ଥ ଆଦାୟ bbox=[1202, 265, 1410, 293]
answer-cell: 1 bbox=[1349, 2048, 1369, 2065]
answer-cell: C bbox=[1369, 1981, 1389, 1998]
answer-cell: B bbox=[1389, 1998, 1409, 2015]
cmyk-mark-left-bottom: C M K bbox=[10, 2145, 22, 2186]
yellow-dot bbox=[324, 2242, 339, 2257]
black-dot bbox=[1242, 2242, 1257, 2257]
sudoku-cell[interactable] bbox=[1252, 1858, 1282, 1888]
article3-col1 bbox=[35, 1670, 375, 2160]
sudoku-cell[interactable] bbox=[1162, 1738, 1192, 1768]
registration-cross-right-mid bbox=[1468, 1170, 1494, 1196]
letter-title: ଦେବୋତ୍ତର ସମ୍ପତ୍ତିର ସୁରକ୍ଷା bbox=[1158, 421, 1454, 450]
divider bbox=[1150, 573, 1462, 574]
sudoku-cell[interactable] bbox=[1402, 1888, 1432, 1918]
sudoku-cell[interactable]: 5 bbox=[1282, 1768, 1312, 1798]
sudoku-cell[interactable] bbox=[1312, 1708, 1342, 1738]
sudoku-cell[interactable] bbox=[1342, 1798, 1372, 1828]
drop-cap: ଭା bbox=[35, 1670, 82, 1719]
answer-cell: 8 bbox=[1429, 2014, 1449, 2031]
cmyk-mark-left-top: C M K bbox=[10, 62, 22, 103]
answer-cell: 4 bbox=[1269, 2031, 1289, 2048]
sudoku-cell[interactable] bbox=[1282, 1918, 1312, 1948]
sudoku-instructions bbox=[1150, 1976, 1260, 2152]
article2-col1 bbox=[35, 822, 345, 1615]
answer-cell: D bbox=[1409, 1998, 1429, 2015]
answer-cell: D bbox=[1349, 2114, 1369, 2131]
answer-cell: 3 bbox=[1309, 2114, 1329, 2131]
drop-cap: ନା bbox=[35, 822, 72, 871]
sudoku-cell[interactable] bbox=[1402, 1708, 1432, 1738]
answer-cell: 9 bbox=[1309, 2031, 1329, 2048]
sudoku-cell[interactable] bbox=[1252, 1888, 1282, 1918]
sudoku-cell[interactable] bbox=[1222, 1738, 1252, 1768]
letters-column bbox=[1150, 52, 1462, 1152]
yellow-dot bbox=[1224, 2242, 1239, 2257]
sudoku-cell[interactable] bbox=[1222, 1798, 1252, 1828]
letter-body: ଏବେ ସରକାରୀ କିମ୍ବାଗୁଡ଼ିକରେ ଅନେକ ବେଆଇନ କାରବାର ଚାଲିଛି । ଲୋକଙ୍କଠାରୁ ବିଭିନ୍ନ ପ୍ରକାର ବେଆଇନ ଅର୍ଥ ଆଦାୟ କରାଯାଉଛି ବୋଲି ଅଭିଯୋଗ ହେଉଛି । ଏ ବିଷୟରେ ଉପଯୁକ୍ତ ତଦନ୍ତ କରି ଦୋଷୀଙ୍କ ବିରୋଧରେ ଦୃଢ଼ କାର୍ଯ୍ୟାନୁଷ୍ଠାନ ନେବା ପାଇଁ ଅନୁରୋଧ । bbox=[1150, 300, 1462, 385]
answer-cell: 3 bbox=[1429, 2031, 1449, 2048]
sudoku-cell[interactable] bbox=[1192, 1828, 1222, 1858]
history-box bbox=[1150, 1410, 1462, 1620]
answer-cell: 1 bbox=[1289, 2098, 1309, 2115]
answer-cell: A bbox=[1369, 1998, 1389, 2015]
instructions-text: ପ୍ରଦତ୍ତ ସୁଡୋକୁର ଖାଲି ଘରଗୁଡ଼ିକୁ ଏପରି ଭାବେ ପୂରଣ କରନ୍ତୁ, ଯେପରି ପ୍ରତ୍ୟେକ ଧାଡ଼ି, ସ୍ତମ୍ଭ ଓ ଆୟତକ୍ଷେତ୍ରରେ ୧ରୁ ୯ ଓ A ରୁ E ପର୍ଯ୍ୟନ୍ତ ଅକ୍ଷର କେବଳ ଥରେ ଲିପି ରହିବ । bbox=[1150, 1976, 1254, 2110]
contact-address: ବି-୩, ରସୁଲଗଡ ଶିଳ୍ପାଞ୍ଚଳ, ଭୁବନେଶ୍ୱର-୭୫୧୦୧୦ bbox=[1191, 1201, 1421, 1215]
print-gray-block bbox=[960, 2243, 982, 2256]
answer-cell: C bbox=[1289, 2014, 1309, 2031]
sudoku-cell[interactable] bbox=[1222, 1678, 1252, 1708]
sudoku-cell[interactable] bbox=[1312, 1918, 1342, 1948]
sudoku-cell[interactable] bbox=[1372, 1738, 1402, 1768]
sudoku-cell[interactable]: E bbox=[1222, 1858, 1252, 1888]
sudoku-cell[interactable] bbox=[1372, 1828, 1402, 1858]
contact-box bbox=[1150, 1160, 1462, 1400]
answer-cell: C bbox=[1309, 2064, 1329, 2081]
headline-reservation-education: ସଂରକ୍ଷଣ ଓ ଶିକ୍ଷା ବ୍ୟବସ୍ଥା bbox=[522, 1638, 1033, 1698]
india-map-icon bbox=[263, 246, 327, 298]
contact-email-note: advertisements, commercial queries) bbox=[1198, 1335, 1414, 1349]
poem-line: ନ ରାତେ ତହିଁ ଜଳ bbox=[51, 74, 128, 88]
sudoku-cell[interactable] bbox=[1342, 1828, 1372, 1858]
answer-cell: 4 bbox=[1369, 2014, 1389, 2031]
yellow-dot bbox=[736, 2242, 751, 2257]
answer-cell: B bbox=[1329, 2031, 1349, 2048]
answer-cell: D bbox=[1289, 1981, 1309, 1998]
letter-signature: କାହ୍ନୁଚରଣ ସାହୁ, ରାମଚନ୍ଦ୍ରପୁର, ଜଟଣୀ, ଖୋର୍ଦ୍ଧା bbox=[1186, 877, 1426, 893]
print-gray-block bbox=[128, 2243, 150, 2256]
sudoku-cell[interactable] bbox=[1342, 1768, 1372, 1798]
contact-advt-line: କେବଳ ବିଜ୍ଞାପନ ପାଇଁ ଯୋଗାଯୋଗ bbox=[1229, 1288, 1383, 1303]
answer-cell: 8 bbox=[1369, 2081, 1389, 2098]
letter-3 bbox=[1150, 422, 1462, 564]
divider bbox=[1354, 1440, 1355, 1494]
answer-label: ଗତକାଲିର ଉତ୍ତର bbox=[1313, 2134, 1403, 2148]
article2-text: ପ୍ରତି ଏବେ ସମାଜର ଦୃଷ୍ଟିଭଙ୍ଗୀ ବଦଳୁଛି । ପୁରୁଷ ପ୍ରଧାନ ସମାଜରେ ନାରୀମାନେ ନିଜ ଅଧିକାର ପାଇଁ ସଂଘର୍ଷ କରୁଛନ୍ତି ଓ ସଫଳତା ହାସଲ କରୁଛନ୍ତି । ଶିକ୍ଷିତ ନାରୀ ହିଁ ଶିକ୍ଷିତ ପରିବାର ଓ ସମାଜ ଗଢ଼ିପାରେ । ପଞ୍ଚାୟତିରାଜ ବ୍ୟବସ୍ଥାରେ ମହିଳା ସଂରକ୍ଷଣ ଫଳରେ ଗ୍ରାମାଞ୍ଚଳର ମହିଳାମାନେ ନେତୃତ୍ୱ ନେଉଛନ୍ତି । ଆଜି ଦେଶର ବିଭିନ୍ନ ପ୍ରାନ୍ତରେ ମହିଳା ସରପଞ୍ଚ ଓ ଜନପ୍ରତିନିଧିମାନେ ଉନ୍ନୟନମୂଳକ କାର୍ଯ୍ୟରେ ଉଦାହରଣ ସୃଷ୍ଟି କରୁଛନ୍ତି । ସେମାନଙ୍କ ଆତ୍ମବିଶ୍ୱାସ ଓ ନିଷ୍ଠା ସମାଜ ପାଇଁ ପ୍ରେରଣା ଯୋଗାଉଛି । ନାରୀ ସୁରକ୍ଷା ପାଇଁ ସମାଜର ସମସ୍ତ ବର୍ଗଙ୍କୁ ଆଗେଇ ଆସିବାକୁ ହେବ ଓ ଏକ ସୁସ୍ଥ ପରିବେଶ ସୃଷ୍ଟି କରିବାକୁ ହେବ । ତେବେ ଯାଇ ଭାରତର ନାରୀଶକ୍ତି ପ୍ରକୃତ ସମ୍ମାନ ପାଇପାରିବ । bbox=[735, 1255, 1135, 1430]
sudoku-cell[interactable] bbox=[1162, 1918, 1192, 1948]
sudoku-cell[interactable] bbox=[1312, 1678, 1342, 1708]
sudoku-cell[interactable] bbox=[1372, 1768, 1402, 1798]
article2-col3 bbox=[735, 910, 1135, 1240]
sudoku-cell[interactable] bbox=[1312, 1738, 1342, 1768]
sudoku-cell[interactable] bbox=[1372, 1798, 1402, 1828]
sudoku-cell[interactable] bbox=[1372, 1888, 1402, 1918]
registration-cross-right-top bbox=[1468, 20, 1494, 46]
